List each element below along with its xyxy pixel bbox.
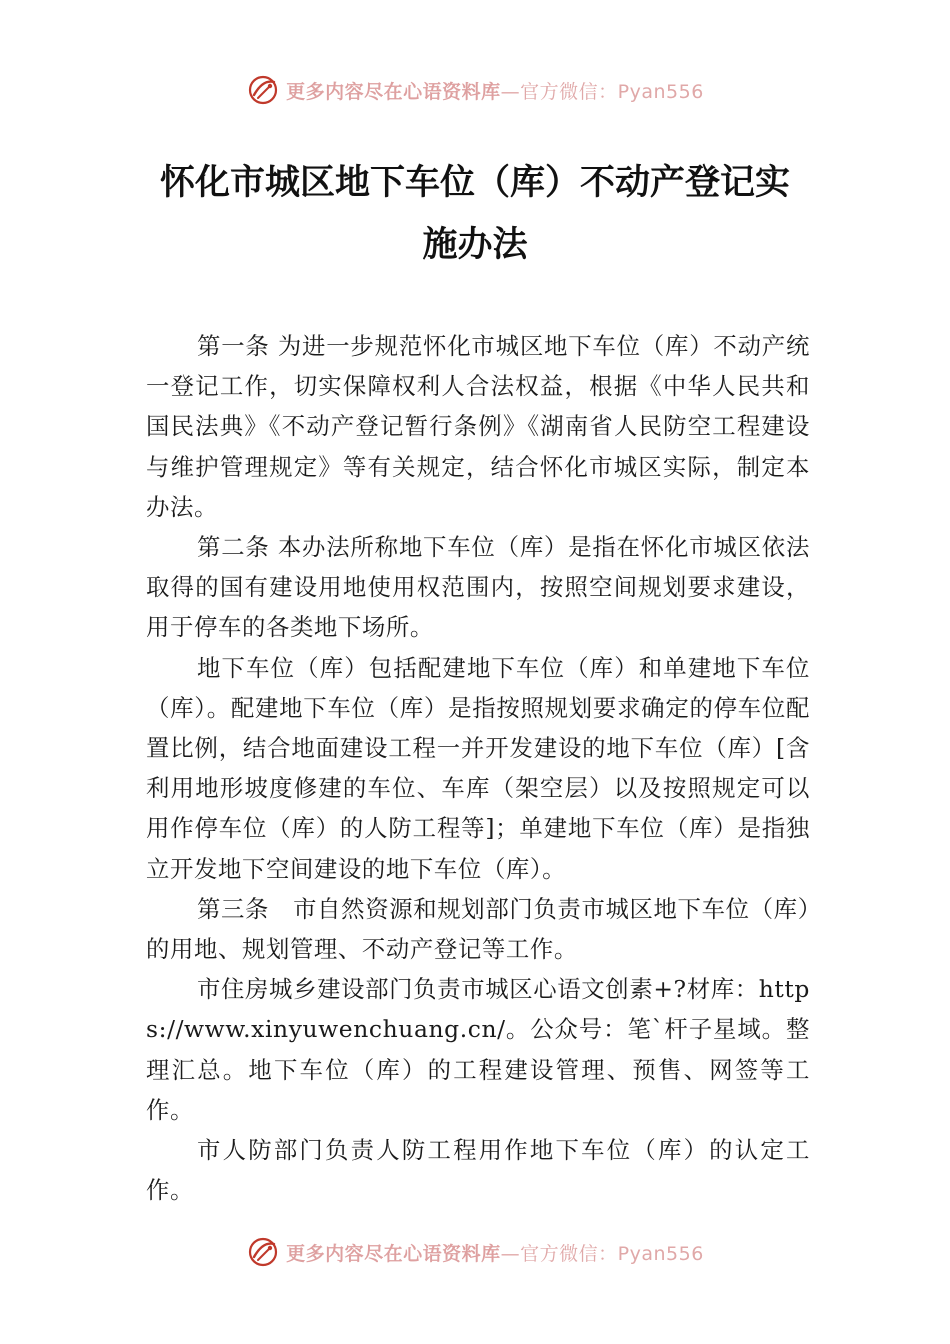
paragraph-article-1: 第一条 为进一步规范怀化市城区地下车位（库）不动产统一登记工作，切实保障权利人合法权益，根据《中华人民共和国民法典》《不动产登记暂行条例》《湖南省人民防空工程建设与维护管理规定》等有关规定，结合怀化市城区实际，制定本办法。: [146, 332, 810, 521]
paragraph-housing-dept: 市住房城乡建设部门负责市城区心语文创素+?材库：https://www.xinyuwenchuang.cn/。公众号：笔`杆子星域。整理汇总。地下车位（库）的工程建设管理、预售、网签等工作。: [146, 975, 810, 1124]
paragraph-civil-defense: 市人防部门负责人防工程用作地下车位（库）的认定工作。: [146, 1136, 810, 1205]
header-watermark-text: 更多内容尽在心语资料库—官方微信：Pyan556: [286, 80, 704, 103]
title-line-1: 怀化市城区地下车位（库）不动产登记实: [159, 163, 790, 203]
footer-watermark-text: 更多内容尽在心语资料库—官方微信：Pyan556: [286, 1242, 704, 1265]
paragraph-article-2: 第二条 本办法所称地下车位（库）是指在怀化市城区依法取得的国有建设用地使用权范围内，按照空间规划要求建设，用于停车的各类地下场所。: [146, 533, 810, 642]
footer-watermark: [0, 1232, 950, 1272]
paragraph-parking-types: 地下车位（库）包括配建地下车位（库）和单建地下车位（库）。配建地下车位（库）是指按照规划要求确定的停车位配置比例，结合地面建设工程一并开发建设的地下车位（库）[含利用地形坡度修建的车位、车库（架空层）以及按照规定可以用作停车位（库）的人防工程等]；单建地下车位（库）是指独立开发地下空间建设的地下车位（库）。: [146, 653, 810, 883]
document-title: [0, 152, 950, 276]
title-line-2: 施办法: [422, 225, 528, 265]
header-watermark: [0, 70, 950, 110]
paragraph-article-3: 第三条 市自然资源和规划部门负责市城区地下车位（库）的用地、规划管理、不动产登记等工作。: [146, 894, 810, 964]
document-body: [146, 326, 810, 1210]
brand-logo-icon: [246, 1235, 280, 1269]
brand-logo-icon: [246, 73, 280, 107]
